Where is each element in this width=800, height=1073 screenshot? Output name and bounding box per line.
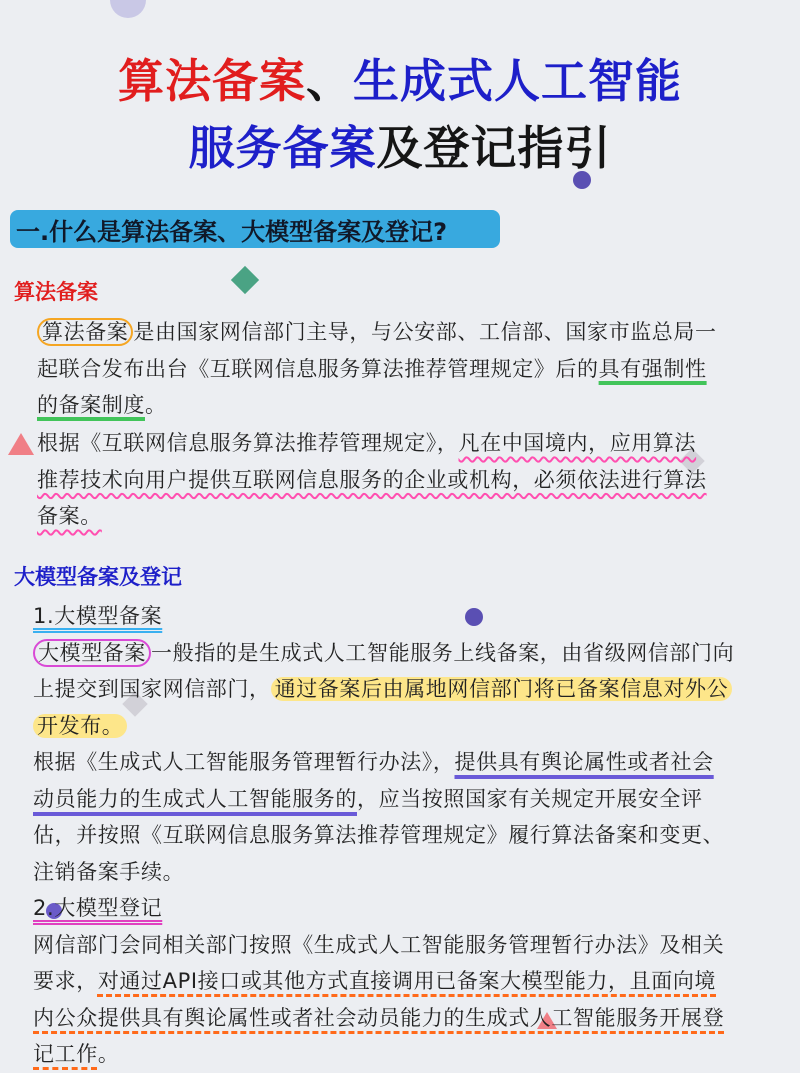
text: 网信部门会同相关部门按照《生成式人工智能服务管理暂行办法》及相关 bbox=[33, 932, 725, 957]
text: 估，并按照《互联网信息服务算法推荐管理规定》履行算法备案和变更、 bbox=[33, 823, 725, 847]
title-sep: 、 bbox=[306, 54, 353, 108]
decor-diamond-green bbox=[231, 266, 259, 294]
title-part1: 算法备案 bbox=[118, 54, 306, 108]
text: 注销备案手续。 bbox=[33, 859, 185, 884]
algorithm-paragraph-2 bbox=[37, 425, 707, 535]
highlight-scope-3: 备案。 bbox=[37, 504, 102, 528]
text: ，应当按照国家有关规定开展安全评 bbox=[357, 786, 703, 811]
item1-title: 1.大模型备案 bbox=[33, 604, 163, 628]
text: 。 bbox=[97, 1042, 120, 1066]
term-large-model-filing: 大模型备案 bbox=[33, 639, 151, 667]
text: 根据《互联网信息服务算法推荐管理规定》， bbox=[37, 431, 459, 455]
text: 一般指的是生成式人工智能服务上线备案，由省级网信部门向 bbox=[151, 640, 735, 665]
highlight-mandatory: 具有强制性 bbox=[598, 356, 707, 381]
text: 根据《生成式人工智能服务管理暂行办法》， bbox=[33, 750, 455, 774]
text: 要求， bbox=[33, 969, 98, 993]
title-part2: 生成式人工智能 bbox=[353, 54, 682, 108]
item2-title: 2.大模型登记 bbox=[33, 896, 163, 920]
highlight-scope: 凡在中国境内，应用算法 bbox=[458, 431, 697, 455]
text: 起联合发布出台《互联网信息服务算法推荐管理规定》后的 bbox=[37, 356, 599, 381]
highlight-publication: 通过备案后由属地网信部门将已备案信息对外公 bbox=[271, 677, 733, 701]
term-algorithm-filing: 算法备案 bbox=[37, 318, 133, 346]
text: 是由国家网信部门主导，与公安部、工信部、国家市监总局一 bbox=[133, 320, 717, 344]
text: 。 bbox=[145, 393, 167, 417]
subheading-algorithm: 算法备案 bbox=[14, 280, 98, 304]
page-title-line2 bbox=[0, 112, 800, 178]
section-heading-bar bbox=[10, 210, 500, 248]
decor-circle-top bbox=[110, 0, 146, 18]
title-part3: 服务备案 bbox=[188, 121, 377, 175]
highlight-scope-2: 推荐技术向用户提供互联网信息服务的企业或机构，必须依法进行算法 bbox=[37, 467, 707, 492]
highlight-registration: 对通过API接口或其他方式直接调用已备案大模型能力，且面向境 bbox=[97, 969, 717, 993]
highlight-public-opinion: 提供具有舆论属性或者社会 bbox=[454, 750, 714, 774]
highlight-publication-2: 开发布。 bbox=[33, 714, 127, 738]
page-title-line1 bbox=[0, 45, 800, 111]
decor-triangle-pink bbox=[8, 433, 34, 455]
highlight-registration-3: 记工作 bbox=[33, 1042, 98, 1066]
text: 上提交到国家网信部门， bbox=[33, 677, 271, 701]
title-part4: 及登记指引 bbox=[376, 121, 612, 175]
section-heading: 一.什么是算法备案、大模型备案及登记? bbox=[16, 218, 448, 246]
highlight-public-opinion-2: 动员能力的生成式人工智能服务的 bbox=[33, 786, 357, 811]
large-model-item-1 bbox=[33, 598, 734, 1073]
highlight-registration-2: 内公众提供具有舆论属性或者社会动员能力的生成式人工智能服务开展登 bbox=[33, 1005, 725, 1030]
algorithm-paragraph-1 bbox=[37, 314, 717, 424]
highlight-filing-system: 的备案制度 bbox=[37, 393, 145, 417]
subheading-large-model: 大模型备案及登记 bbox=[14, 565, 182, 589]
